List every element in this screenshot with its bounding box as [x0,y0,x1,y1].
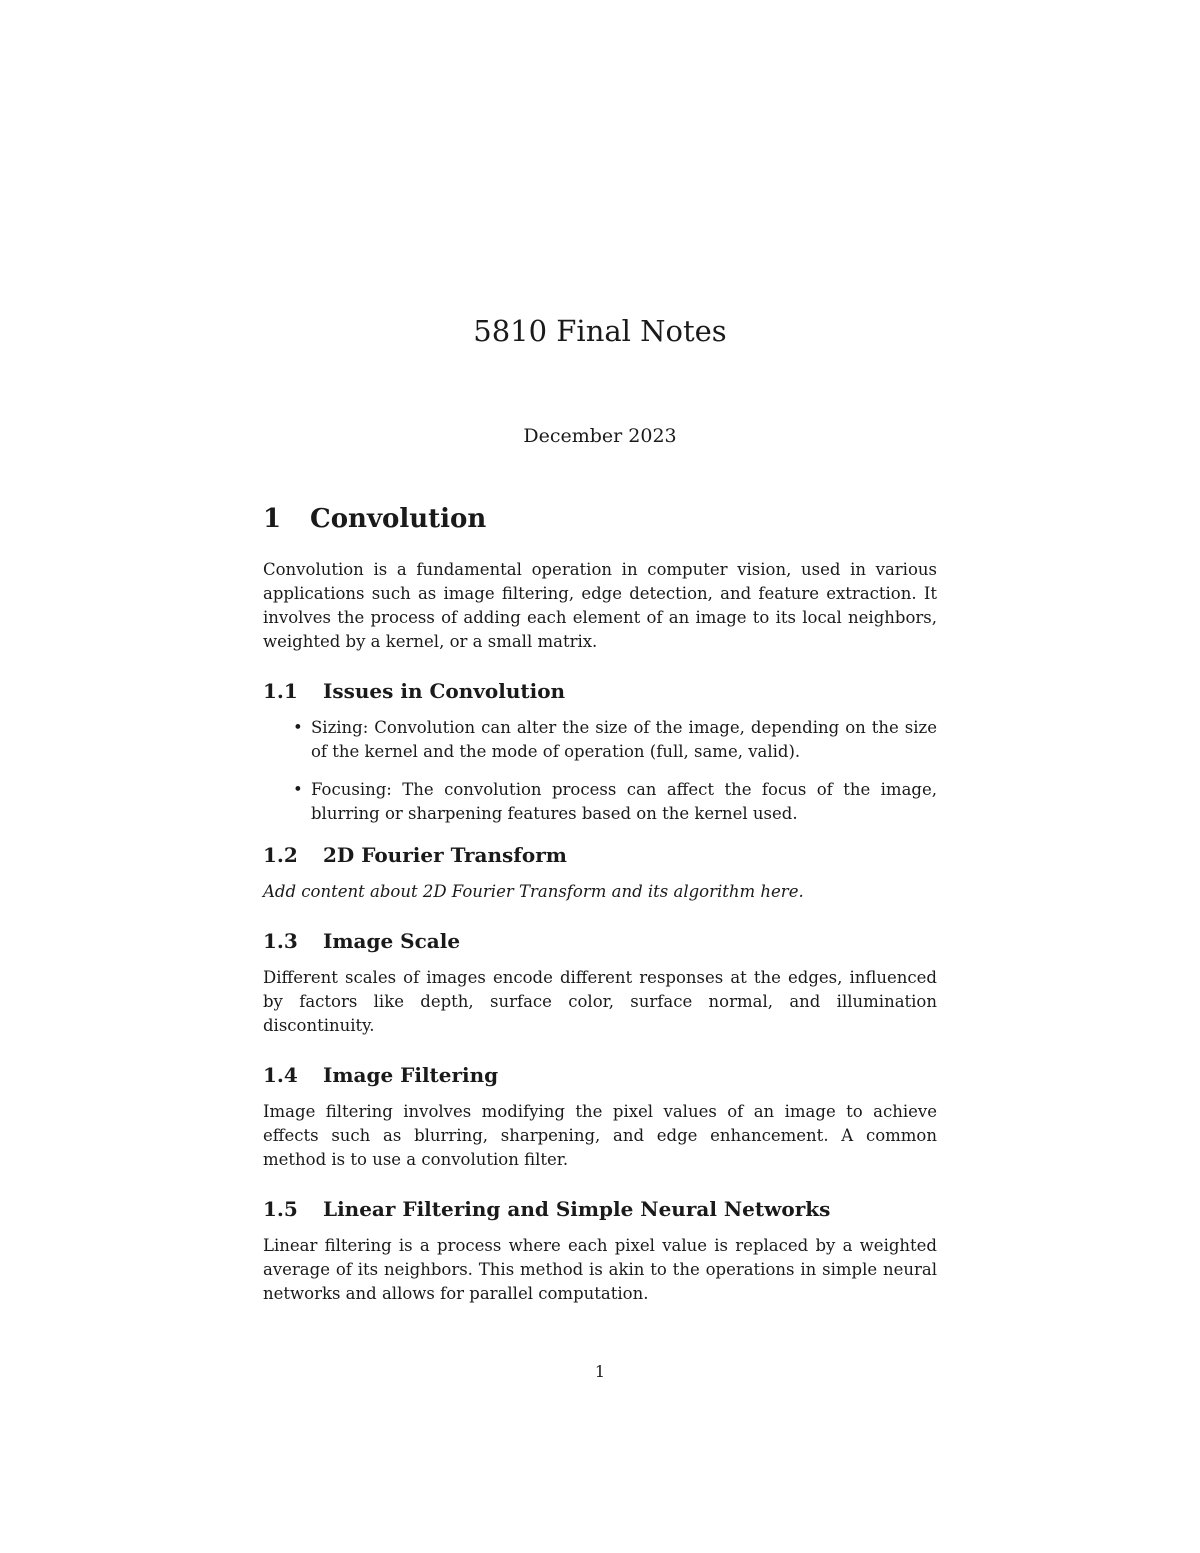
subsection-heading-image-filtering [263,1060,937,1090]
subsection-title: 2D Fourier Transform [323,843,567,867]
section-heading-convolution [263,500,937,538]
bullet-icon: • [293,780,303,799]
bullet-icon: • [293,718,303,737]
subsection-title: Linear Filtering and Simple Neural Networks [323,1197,831,1221]
document-title: 5810 Final Notes [473,314,727,348]
subsection-title: Image Scale [323,929,461,953]
document-body [263,500,937,1306]
subsection-heading-linear-filtering [263,1194,937,1224]
subsection-heading-fourier [263,840,937,870]
list-item-text: Sizing: Convolution can alter the size of the image, depending on the size of the kernel and the mode of operation (full, same, valid). [311,718,937,761]
subsection-number: 1.2 [263,843,298,867]
subsection-number: 1.4 [263,1063,298,1087]
bullet-list [263,716,937,826]
list-item [263,716,937,764]
page-number: 1 [594,1362,606,1381]
subsection-number: 1.5 [263,1197,298,1221]
section-title: Convolution [310,504,487,534]
section-paragraph: Convolution is a fundamental operation in computer vision, used in various applications such as image filtering, edge detection, and feature extraction. It involves the process of adding each element of an image to its local neighbors, weighted by a kernel, or a small matrix. [263,560,937,651]
subsection-number: 1.1 [263,679,298,703]
list-item [263,778,937,826]
subsection-heading-issues [263,676,937,706]
section-number: 1 [263,504,282,534]
document-date: December 2023 [523,425,677,447]
subsection-number: 1.3 [263,929,298,953]
subsection-title: Issues in Convolution [323,679,566,703]
subsection-paragraph: Linear filtering is a process where each pixel value is replaced by a weighted average of its neighbors. This method is akin to the operations in simple neural networks and allows for parallel computation. [263,1236,937,1303]
subsection-paragraph: Add content about 2D Fourier Transform and its algorithm here. [263,882,804,901]
subsection-heading-image-scale [263,926,937,956]
list-item-text: Focusing: The convolution process can affect the focus of the image, blurring or sharpening features based on the kernel used. [311,780,937,823]
subsection-title: Image Filtering [323,1063,499,1087]
subsection-paragraph: Image filtering involves modifying the pixel values of an image to achieve effects such as blurring, sharpening, and edge enhancement. A common method is to use a convolution filter. [263,1102,937,1169]
subsection-paragraph: Different scales of images encode different responses at the edges, influenced by factors like depth, surface color, surface normal, and illumination discontinuity. [263,968,937,1035]
